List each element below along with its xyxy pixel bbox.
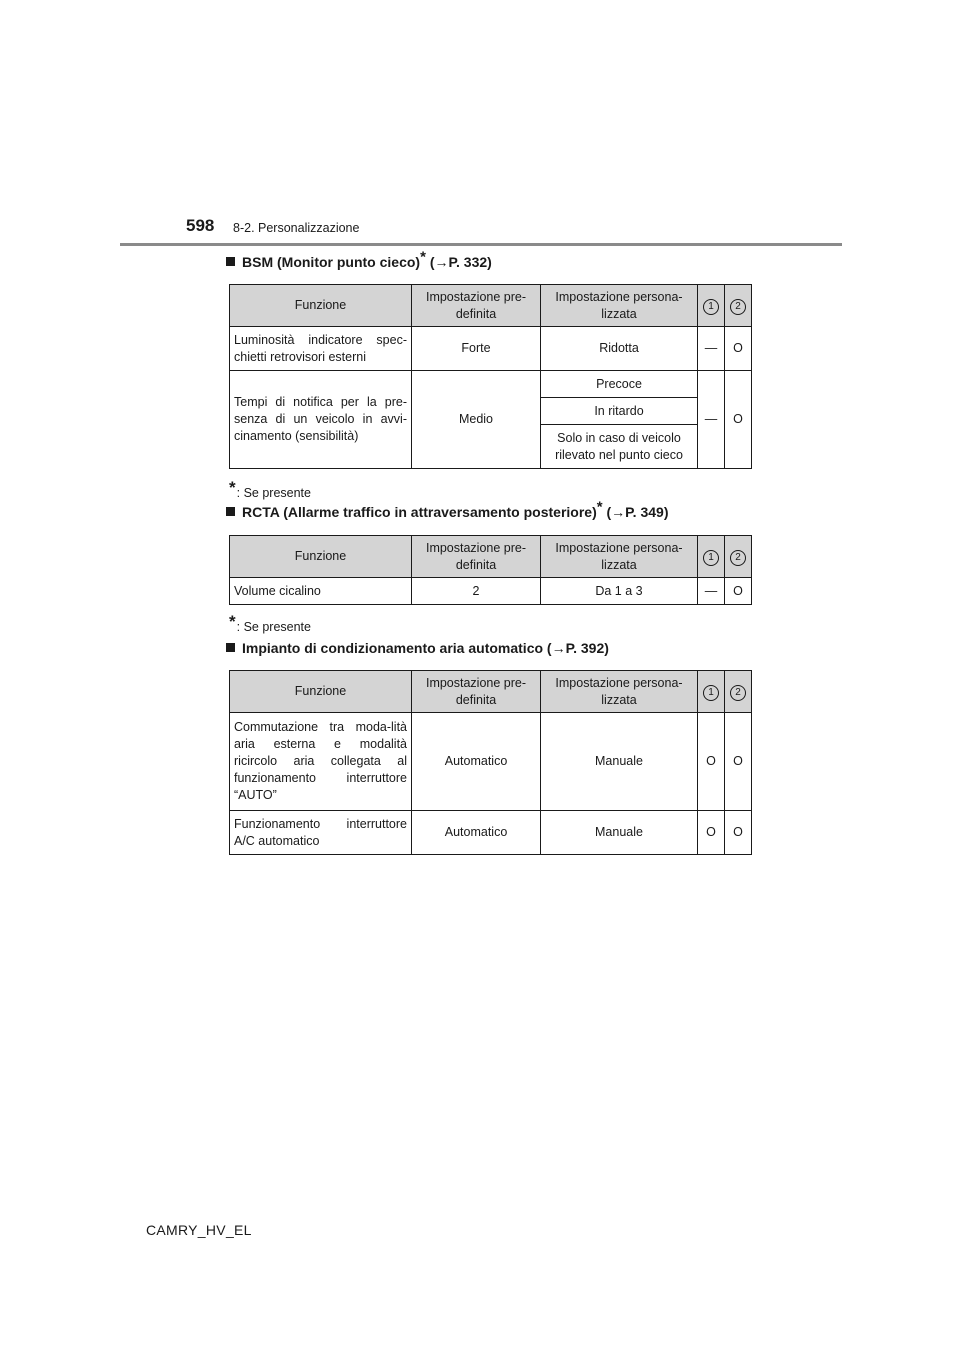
header-function: Funzione	[230, 536, 412, 578]
section-heading-rcta	[226, 498, 669, 520]
bsm-settings-table	[229, 284, 752, 469]
circled-number-2-icon: 2	[730, 299, 746, 315]
cell-col-1: O	[698, 713, 725, 811]
cell-custom-option: In ritardo	[541, 398, 698, 425]
section-heading-bsm	[226, 248, 492, 270]
page-reference: (→P. 332)	[429, 254, 492, 270]
section-title: BSM (Monitor punto cieco)	[242, 254, 421, 270]
table-row	[230, 578, 752, 605]
cell-default: Forte	[412, 327, 541, 371]
cell-col-1: —	[698, 327, 725, 371]
square-bullet-icon	[226, 643, 235, 652]
cell-col-2: O	[725, 327, 752, 371]
page-reference: (→P. 349)	[606, 504, 669, 520]
cell-function: Funzionamento interruttore A/C automatico	[230, 811, 412, 855]
header-custom: Impostazione persona-lizzata	[541, 671, 698, 713]
header-col-2	[725, 285, 752, 327]
cell-col-1: —	[698, 371, 725, 469]
cell-default: Medio	[412, 371, 541, 469]
header-default: Impostazione pre-definita	[412, 536, 541, 578]
footnote-text: : Se presente	[236, 620, 311, 634]
table-header-row	[230, 285, 752, 327]
asterisk-mark: *	[596, 498, 603, 516]
header-divider	[120, 243, 842, 246]
footnote-asterisk: *	[229, 478, 236, 497]
circled-number-1-icon: 1	[703, 685, 719, 701]
cell-col-2: O	[725, 811, 752, 855]
cell-default: 2	[412, 578, 541, 605]
climate-settings-table	[229, 670, 752, 855]
cell-custom: Manuale	[541, 811, 698, 855]
page-reference: (→P. 392)	[546, 640, 609, 656]
cell-custom: Ridotta	[541, 327, 698, 371]
cell-function: Commutazione tra moda-lità aria esterna e modalità ricircolo aria collegata al funzionamento interruttore “AUTO”	[230, 713, 412, 811]
header-function: Funzione	[230, 285, 412, 327]
footnote-text: : Se presente	[236, 486, 311, 500]
circled-number-1-icon: 1	[703, 299, 719, 315]
header-col-1	[698, 285, 725, 327]
footnote-asterisk: *	[229, 612, 236, 631]
cell-col-1: —	[698, 578, 725, 605]
table-row	[230, 371, 752, 398]
document-code: CAMRY_HV_EL	[146, 1222, 252, 1238]
asterisk-mark: *	[420, 248, 426, 266]
header-col-2	[725, 536, 752, 578]
cell-function: Tempi di notifica per la pre-senza di un veicolo in avvi-cinamento (sensibilità)	[230, 371, 412, 469]
header-default: Impostazione pre-definita	[412, 285, 541, 327]
table-row	[230, 713, 752, 811]
table-row	[230, 327, 752, 371]
cell-col-1: O	[698, 811, 725, 855]
cell-custom-option: Precoce	[541, 371, 698, 398]
section-heading-climate	[226, 640, 609, 656]
chapter-title: 8-2. Personalizzazione	[233, 221, 360, 235]
header-col-1	[698, 671, 725, 713]
cell-custom-option: Solo in caso di veicolo rilevato nel punto cieco	[541, 425, 698, 469]
table-header-row	[230, 671, 752, 713]
cell-col-2: O	[725, 578, 752, 605]
header-custom: Impostazione persona-lizzata	[541, 536, 698, 578]
footnote-rcta	[229, 612, 311, 634]
square-bullet-icon	[226, 507, 235, 516]
footnote-bsm	[229, 478, 311, 500]
circled-number-2-icon: 2	[730, 685, 746, 701]
cell-function: Volume cicalino	[230, 578, 412, 605]
section-title: Impianto di condizionamento aria automatico	[242, 640, 544, 656]
section-title: RCTA (Allarme traffico in attraversamento posteriore)	[242, 504, 597, 520]
circled-number-1-icon: 1	[703, 550, 719, 566]
square-bullet-icon	[226, 257, 235, 266]
header-custom: Impostazione persona-lizzata	[541, 285, 698, 327]
cell-col-2: O	[725, 371, 752, 469]
header-function: Funzione	[230, 671, 412, 713]
header-col-2	[725, 671, 752, 713]
header-col-1	[698, 536, 725, 578]
cell-col-2: O	[725, 713, 752, 811]
cell-custom: Manuale	[541, 713, 698, 811]
header-default: Impostazione pre-definita	[412, 671, 541, 713]
rcta-settings-table	[229, 535, 752, 605]
cell-default: Automatico	[412, 713, 541, 811]
table-row	[230, 811, 752, 855]
page-number: 598	[186, 216, 215, 235]
cell-function: Luminosità indicatore spec-chietti retrovisori esterni	[230, 327, 412, 371]
cell-custom: Da 1 a 3	[541, 578, 698, 605]
table-header-row	[230, 536, 752, 578]
cell-default: Automatico	[412, 811, 541, 855]
circled-number-2-icon: 2	[730, 550, 746, 566]
